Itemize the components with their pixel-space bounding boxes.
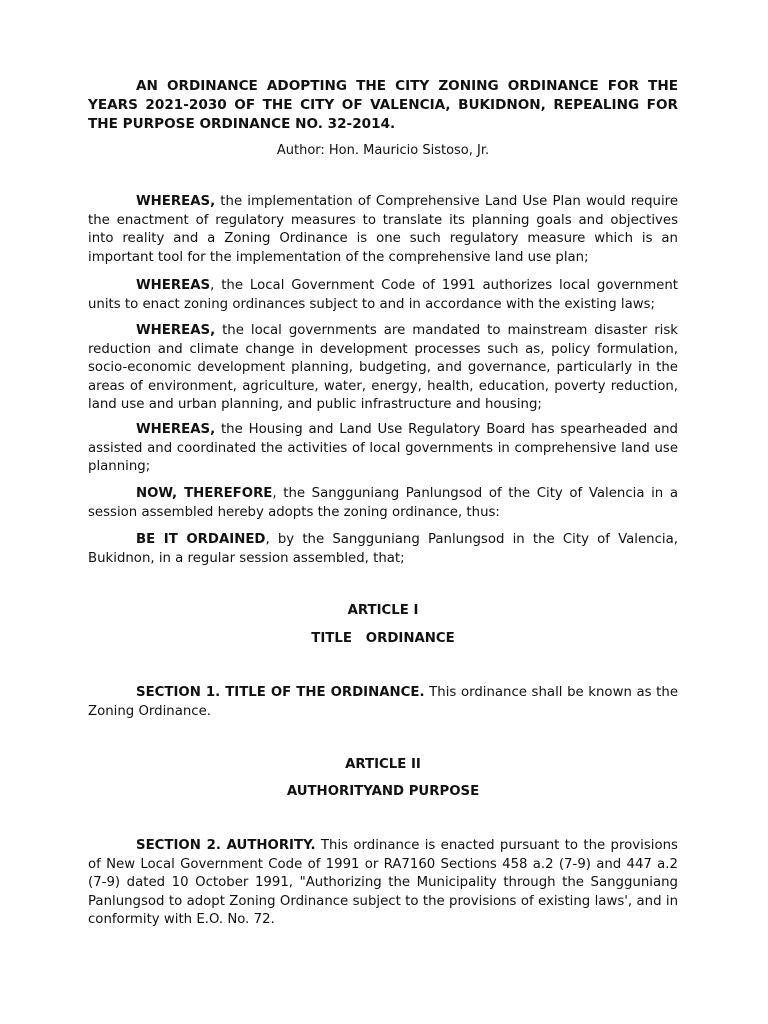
article-1-title: TITLE ORDINANCE xyxy=(311,631,455,646)
paragraph-lead: WHEREAS, xyxy=(136,194,216,209)
article-2-title: AUTHORITYAND PURPOSE xyxy=(286,784,480,799)
paragraph-text: the implementation of Comprehensive Land Use Plan would require the enactment of regulatory measures to translate its planning goals and objectives into reality and a Zoning Ordinance is one such regulatory measure which is an important tool for the implementation of the comprehensive land use plan; xyxy=(88,194,678,265)
section-text: This ordinance shall be known as the Zoning Ordinance. xyxy=(88,685,678,719)
whereas-paragraph-2 xyxy=(88,277,678,314)
paragraph-text: , the Sangguniang Panlungsod of the City of Valencia in a session assembled hereby adopts the zoning ordinance, thus: xyxy=(88,486,678,520)
whereas-paragraph-1 xyxy=(88,193,678,267)
paragraph-text: , by the Sangguniang Panlungsod in the City of Valencia, Bukidnon, in a regular session assembled, that; xyxy=(88,532,678,566)
paragraph-text: , the Local Government Code of 1991 authorizes local government units to enact zoning ordinances subject to and in accordance with the existing laws; xyxy=(88,278,678,312)
section-lead: SECTION 2. AUTHORITY. xyxy=(136,838,316,853)
article-1-number: ARTICLE I xyxy=(347,603,419,618)
paragraph-lead: WHEREAS xyxy=(136,278,211,293)
whereas-paragraph-4 xyxy=(88,421,678,477)
paragraph-lead: NOW, THEREFORE xyxy=(136,486,273,501)
author-line: Author: Hon. Mauricio Sistoso, Jr. xyxy=(276,143,490,158)
paragraph-text: the Housing and Land Use Regulatory Board has spearheaded and assisted and coordinated the activities of local governments in comprehensive land use planning; xyxy=(88,422,678,474)
paragraph-lead: WHEREAS, xyxy=(136,422,216,437)
section-lead: SECTION 1. TITLE OF THE ORDINANCE. xyxy=(136,685,425,700)
section-1-paragraph xyxy=(88,684,678,721)
section-2-paragraph xyxy=(88,837,678,930)
paragraph-lead: BE IT ORDAINED xyxy=(136,532,266,547)
whereas-paragraph-3 xyxy=(88,322,678,415)
now-therefore-paragraph xyxy=(88,485,678,522)
section-text: This ordinance is enacted pursuant to the provisions of New Local Government Code of 1991 or RA7160 Sections 458 a.2 (7-9) and 447 a.2 (7-9) dated 10 October 1991, "Authorizing the Municipality through the Sangguniang Panlungsod to adopt Zoning Ordinance subject to the provisions of existing laws', and in conformity with E.O. No. 72. xyxy=(88,838,678,927)
be-it-ordained-paragraph xyxy=(88,531,678,568)
paragraph-text: the local governments are mandated to mainstream disaster risk reduction and climate change in development processes such as, policy formulation, socio-economic development planning, budgeting, and governance, particularly in the areas of environment, agriculture, water, energy, health, education, poverty reduction, land use and urban planning, and public infrastructure and housing; xyxy=(88,323,678,412)
article-2-number: ARTICLE II xyxy=(345,757,421,772)
ordinance-title: AN ORDINANCE ADOPTING THE CITY ZONING ORDINANCE FOR THE YEARS 2021-2030 OF THE CITY OF VALENCIA, BUKIDNON, REPEALING FOR THE PURPOSE ORDINANCE NO. 32-2014. xyxy=(88,78,678,132)
paragraph-lead: WHEREAS, xyxy=(136,323,216,338)
